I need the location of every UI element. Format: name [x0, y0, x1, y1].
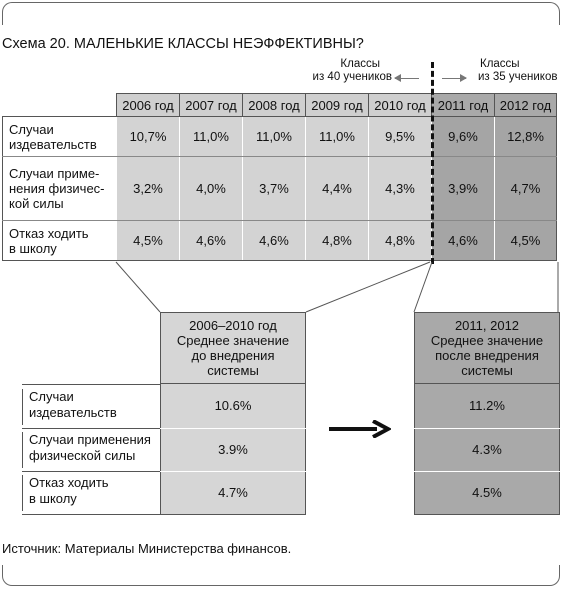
table-cell: 3,2%: [117, 157, 180, 221]
summary-before-value: 4.7%: [160, 472, 306, 514]
table-cell: 3,7%: [243, 157, 306, 221]
table-cell: 4,5%: [495, 221, 557, 261]
header-line: 2011, 2012: [454, 318, 520, 333]
summary-before-value: 10.6%: [160, 384, 306, 428]
connector-line: [306, 262, 430, 312]
header-line: до внедрения: [191, 348, 275, 363]
row-label-line: Отказ ходить: [29, 475, 109, 490]
header-line: после внедрения: [435, 348, 539, 363]
table-cell: 12,8%: [495, 117, 557, 157]
year-header: 2006 год: [117, 94, 180, 117]
table-cell: 4,7%: [495, 157, 557, 221]
row-label-line: Случаи приме-: [9, 166, 100, 181]
table-cell: 4,6%: [180, 221, 243, 261]
year-header: 2011 год: [432, 94, 495, 117]
row-label-line: физической силы: [29, 448, 136, 463]
header-line: системы: [207, 363, 259, 378]
table-cell: 11,0%: [180, 117, 243, 157]
header-line: Среднее значение: [176, 333, 290, 348]
row-label-line: Случаи: [9, 121, 54, 137]
bottom-frame-border: [2, 565, 560, 586]
row-separator: [22, 471, 160, 472]
row-label-line: издевательств: [9, 136, 97, 152]
year-header: 2010 год: [369, 94, 432, 117]
summary-bottom-border: [414, 514, 560, 515]
year-header: 2012 год: [495, 94, 557, 117]
annotation-35-line-2: из 35 учеников: [478, 71, 558, 83]
annotation-40-line-2: из 40 учеников: [312, 71, 392, 83]
connector-line: [414, 262, 432, 312]
table-cell: 4,8%: [369, 221, 432, 261]
header-line: 2006–2010 год: [189, 318, 277, 333]
row-label-line: в школу: [29, 491, 77, 506]
table-cell: 9,6%: [432, 117, 495, 157]
table-cell: 9,5%: [369, 117, 432, 157]
row-label-line: Случаи применения: [29, 432, 151, 447]
table-cell: 10,7%: [117, 117, 180, 157]
row-label-line: издевательств: [29, 405, 117, 420]
source-note: Источник: Материалы Министерства финансов.: [2, 541, 292, 556]
big-arrow-right-icon: [329, 420, 391, 438]
table-cell: 3,9%: [432, 157, 495, 221]
table-cell: 4,8%: [306, 221, 369, 261]
header-line: Среднее значение: [430, 333, 544, 348]
header-line: системы: [461, 363, 513, 378]
table-cell: 4,4%: [306, 157, 369, 221]
table-cell: 4,6%: [243, 221, 306, 261]
year-header: 2008 год: [243, 94, 306, 117]
year-header: 2007 год: [180, 94, 243, 117]
row-separator: [22, 384, 160, 385]
table-cell: 11,0%: [243, 117, 306, 157]
summary-row-label: [22, 389, 160, 425]
table-cell: 4,5%: [117, 221, 180, 261]
table-cell: 4,0%: [180, 157, 243, 221]
row-label-line: в школу: [9, 240, 57, 256]
before-summary-header: [160, 312, 306, 384]
after-summary-header: [414, 312, 560, 384]
summary-before-value: 3.9%: [160, 429, 306, 471]
connector-line: [116, 262, 160, 312]
figure-title: Схема 20. МАЛЕНЬКИЕ КЛАССЫ НЕЭФФЕКТИВНЫ?: [2, 36, 364, 52]
year-header: 2009 год: [306, 94, 369, 117]
summary-row-label: [22, 432, 160, 468]
table-cell: 11,0%: [306, 117, 369, 157]
table-cell: 4,3%: [369, 157, 432, 221]
row-label-line: Отказ ходить: [9, 225, 89, 241]
summary-row-label: [22, 475, 160, 511]
summary-bottom-border: [22, 514, 306, 515]
table-cell: 4,6%: [432, 221, 495, 261]
summary-after-value: 11.2%: [414, 384, 560, 428]
row-label-line: Случаи: [29, 389, 74, 404]
annotation-35-line-1: Классы: [480, 58, 520, 70]
summary-after-value: 4.5%: [414, 472, 560, 514]
annotation-40-line-1: Классы: [340, 58, 380, 70]
summary-after-value: 4.3%: [414, 429, 560, 471]
row-separator: [22, 428, 160, 429]
row-label-line: кой силы: [9, 196, 64, 211]
row-label-line: нения физичес-: [9, 181, 105, 196]
